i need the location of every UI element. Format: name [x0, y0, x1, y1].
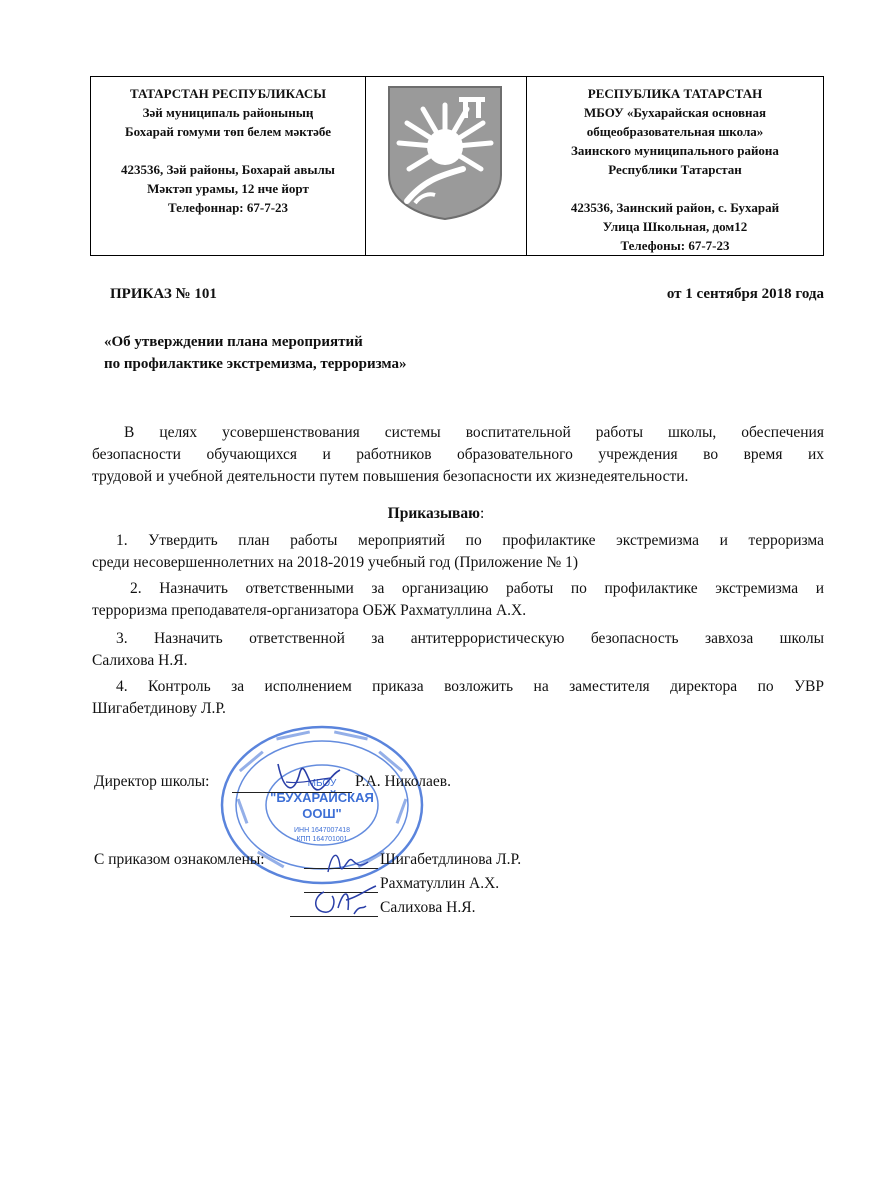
stamp-line: "БУХАРАЙСКАЯ	[270, 790, 374, 805]
decree-word: Приказываю	[387, 505, 481, 522]
intro-paragraph	[92, 422, 824, 488]
letterhead	[90, 76, 824, 256]
letterhead-russian-line: МБОУ «Бухарайская основная	[583, 105, 767, 120]
order-title-line: по профилактике экстремизма, терроризма»	[104, 356, 407, 372]
letterhead-russian-line: 423536, Заинский район, с. Бухарай	[570, 200, 780, 215]
stamp-line: ООШ"	[302, 806, 342, 821]
stamp-line: МБОУ	[307, 778, 337, 789]
decree-item-line: терроризма преподавателя-организатора ОБЖ Рахматуллина А.Х.	[92, 602, 527, 619]
letterhead-emblem-cell	[366, 77, 527, 255]
stamp-inn: ИНН 1647007418	[293, 827, 351, 834]
letterhead-russian-line: Республики Татарстан	[608, 162, 742, 177]
letterhead-tatar-line: Бохарай гомуми төп белем мәктәбе	[125, 124, 331, 139]
order-title	[104, 331, 407, 375]
acquainted-label: С приказом ознакомлены:	[94, 851, 265, 868]
letterhead-tatar-line: Телефоннар: 67-7-23	[167, 200, 289, 215]
decree-item-line: 1. Утвердить план работы мероприятий по профилактике экстремизма и терроризма	[116, 532, 824, 549]
acquainted-name: Шигабетдлинова Л.Р.	[380, 851, 522, 868]
letterhead-tatar-line: Мәктәп урамы, 12 нче йорт	[147, 181, 309, 196]
letterhead-russian-line: Заинского муниципального района	[571, 143, 779, 158]
director-label: Директор школы:	[94, 773, 210, 790]
stamp-kpp: КПП 164701001	[296, 836, 348, 843]
decree-item-line: Салихова Н.Я.	[92, 652, 188, 669]
director-name: Р.А. Николаев.	[355, 773, 451, 790]
decree-item-line: 2. Назначить ответственными за организацию работы по профилактике экстремизма и	[130, 580, 824, 597]
letterhead-russian-line: РЕСПУБЛИКА ТАТАРСТАН	[587, 86, 763, 101]
order-number: ПРИКАЗ № 101	[110, 286, 217, 302]
letterhead-russian-line: Улица Школьная, дом12	[602, 219, 748, 234]
intro-line: В целях усовершенствования системы воспитательной работы школы, обеспечения	[124, 424, 824, 441]
decree-colon: :	[480, 505, 485, 522]
signature-scribble	[310, 880, 382, 924]
letterhead-tatar-line: ТАТАРСТАН РЕСПУБЛИКАСЫ	[130, 86, 326, 101]
intro-line: трудовой и учебной деятельности путем повышения безопасности их жизнедеятельности.	[92, 468, 689, 485]
letterhead-tatar-line: Зәй муниципаль районының	[142, 105, 314, 120]
decree-item-line: Шигабетдинову Л.Р.	[92, 700, 226, 717]
decree-item-line: 3. Назначить ответственной за антитеррористическую безопасность завхоза школы	[116, 630, 824, 647]
letterhead-tatar	[91, 77, 366, 255]
decree-item-line: 4. Контроль за исполнением приказа возложить на заместителя директора по УВР	[116, 678, 824, 695]
decree-item-line: среди несовершеннолетних на 2018-2019 учебный год (Приложение № 1)	[92, 554, 579, 571]
director-signature	[270, 752, 350, 802]
letterhead-tatar-line: 423536, Зәй районы, Бохарай авылы	[121, 162, 335, 177]
order-date: от 1 сентября 2018 года	[666, 286, 824, 302]
decree-item	[92, 530, 824, 574]
intro-line: безопасности обучающихся и работников образовательного учреждения во время их	[92, 446, 824, 463]
decree-heading	[0, 505, 872, 523]
order-title-line: «Об утверждении плана мероприятий	[104, 334, 363, 350]
letterhead-russian-line: Телефоны: 67-7-23	[620, 238, 730, 253]
acquainted-name: Салихова Н.Я.	[380, 899, 476, 916]
decree-item	[92, 578, 824, 622]
signature-scribble	[322, 842, 372, 882]
decree-item	[92, 628, 824, 672]
coat-of-arms-emblem-icon	[385, 83, 505, 221]
letterhead-russian-line: общеобразовательная школа»	[586, 124, 764, 139]
acquainted-name: Рахматуллин А.Х.	[380, 875, 500, 892]
letterhead-russian	[527, 77, 823, 255]
decree-item	[92, 676, 824, 720]
